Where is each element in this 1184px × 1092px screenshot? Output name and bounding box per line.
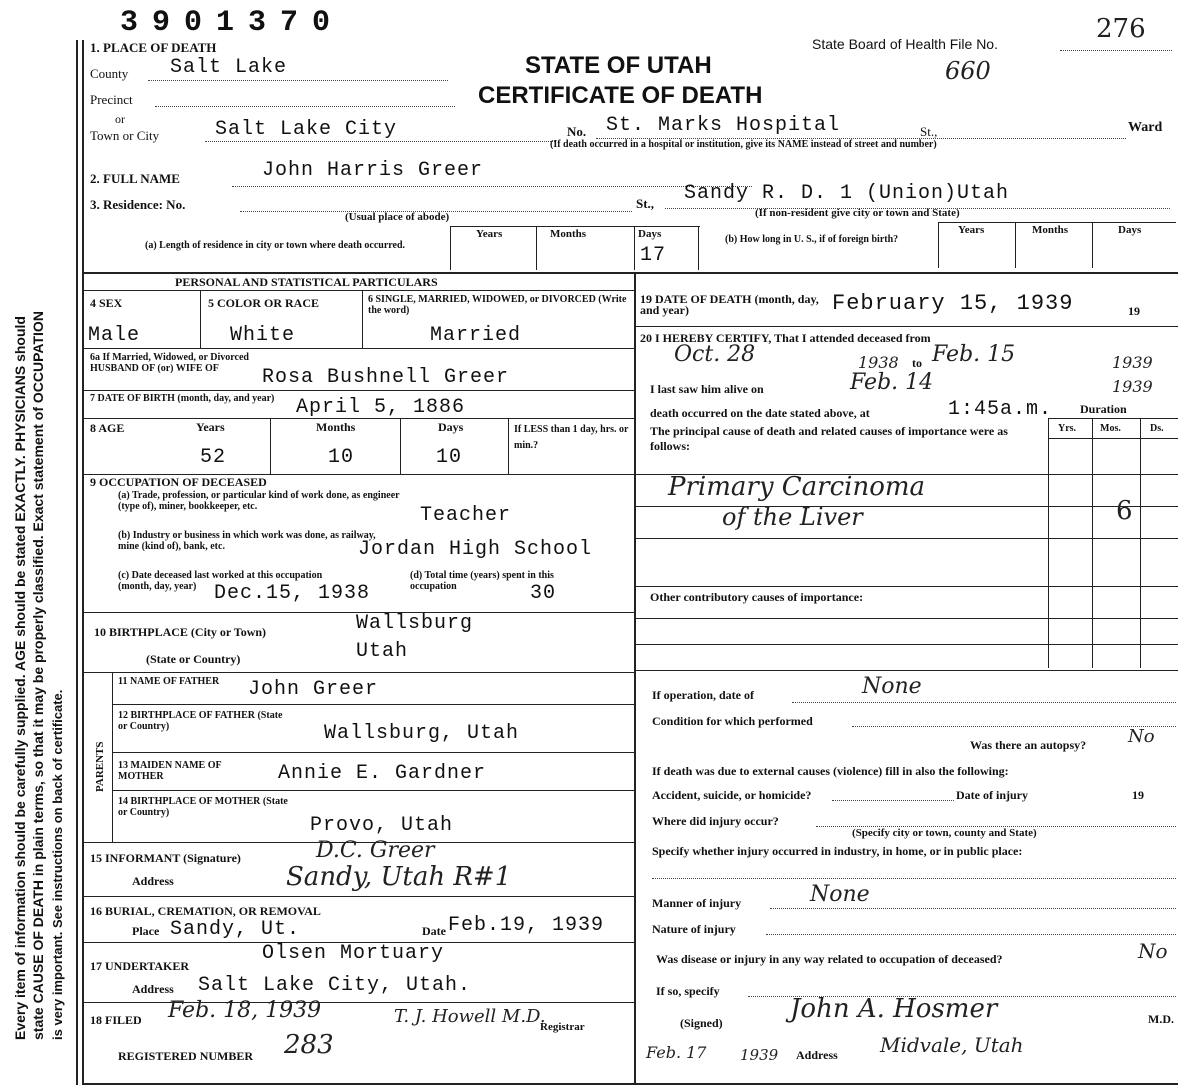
cause-row-1 — [634, 474, 1178, 475]
us-box-divider-2 — [1015, 222, 1016, 268]
attended-to-year: 1939 — [1112, 353, 1153, 372]
us-residence-label: (b) How long in U. S., if of foreign birth? — [725, 234, 899, 245]
birthplace-state-label: (State or Country) — [146, 652, 241, 666]
age-label: 8 AGE — [90, 421, 125, 435]
total-time-value: 30 — [530, 582, 557, 605]
personal-header: PERSONAL AND STATISTICAL PARTICULARS — [175, 275, 438, 289]
us-days-label: Days — [1118, 224, 1142, 236]
length-box-divider-2 — [536, 226, 537, 270]
duration-label: Duration — [1080, 402, 1127, 416]
contributory-row-1 — [634, 618, 1178, 619]
length-residence-label: (a) Length of residence in city or town where death occurred. — [145, 240, 406, 251]
physician-address-label: Address — [796, 1048, 838, 1062]
father-value: John Greer — [248, 678, 379, 701]
industry-value: Jordan High School — [358, 538, 593, 561]
duration-col-mos-left — [1092, 418, 1093, 668]
external-causes-label: If death was due to external causes (violence) fill in also the following: — [652, 764, 1009, 778]
county-value: Salt Lake — [170, 56, 288, 79]
burial-place-value: Sandy, Ut. — [170, 918, 301, 941]
us-months-label: Months — [1032, 224, 1069, 236]
length-box-top — [450, 226, 700, 227]
age-divider-2 — [400, 418, 401, 474]
contributory-row-2 — [634, 644, 1178, 645]
manner-label: Manner of injury — [652, 896, 742, 910]
spouse-row-bottom — [82, 390, 634, 391]
usual-place-note: (Usual place of abode) — [345, 211, 450, 223]
mother-label: 13 MAIDEN NAME OF MOTHER — [118, 760, 222, 782]
marital-label: 6 SINGLE, MARRIED, WIDOWED, or DIVORCED (Write the word) — [368, 294, 627, 316]
cause-duration-months: 6 — [1116, 496, 1133, 526]
birthplace-row-bottom — [82, 672, 634, 673]
occurred-label: death occurred on the date stated above, at — [650, 406, 870, 420]
specify-where-label: Specify whether injury occurred in industry, in home, or in public place: — [652, 844, 1023, 858]
informant-address-label: Address — [132, 874, 174, 888]
nature-label: Nature of injury — [652, 922, 736, 936]
handwritten-number: 660 — [945, 57, 991, 85]
autopsy-value: No — [1128, 726, 1155, 747]
dob-value: April 5, 1886 — [296, 396, 466, 419]
precinct-label: Precinct — [90, 92, 133, 107]
nonresident-note: (If non-resident give city or town and State) — [755, 207, 960, 219]
cause-row-2 — [634, 506, 1178, 507]
date-of-death-value: February 15, 1939 — [832, 291, 1074, 316]
father-birthplace-label: 12 BIRTHPLACE OF FATHER (State or Country) — [118, 710, 283, 732]
mother-row-bottom — [112, 790, 634, 791]
operation-line — [792, 702, 1176, 703]
signed-label: (Signed) — [680, 1016, 723, 1030]
burial-date-value: Feb.19, 1939 — [448, 914, 605, 937]
registered-number-value: 283 — [284, 1030, 334, 1060]
occupation-c-label: (c) Date deceased last worked at this occupation (month, day, year) — [118, 570, 323, 592]
duration-header-rule — [1048, 418, 1178, 419]
parents-box-left — [112, 672, 113, 842]
hospital-value: St. Marks Hospital — [606, 114, 841, 137]
length-box-divider-3 — [634, 226, 635, 270]
informant-signature: D.C. Greer — [316, 838, 435, 863]
duration-header-bottom — [1048, 438, 1178, 439]
occupation-label: 9 OCCUPATION OF DECEASED — [90, 475, 267, 489]
birthplace-state-value: Utah — [356, 640, 409, 663]
mos-label: Mos. — [1100, 423, 1121, 434]
county-line — [148, 80, 448, 81]
contributory-label: Other contributory causes of importance: — [650, 590, 864, 604]
age-divider-3 — [508, 418, 509, 474]
duration-col-ds-left — [1140, 418, 1141, 668]
color-label: 5 COLOR OR RACE — [208, 296, 320, 310]
informant-address-value: Sandy, Utah R#1 — [286, 862, 512, 892]
full-name-value: John Harris Greer — [262, 159, 484, 182]
date-of-death-label: 19 DATE OF DEATH (month, day, and year) — [640, 292, 819, 317]
bottom-border — [82, 1083, 1178, 1085]
dob-row-bottom — [82, 418, 634, 419]
mother-birthplace-label: 14 BIRTHPLACE OF MOTHER (State or Country) — [118, 796, 288, 818]
hospital-note: (If death occurred in a hospital or institution, give its NAME instead of street and number) — [550, 139, 937, 150]
last-saw-date: Feb. 14 — [850, 370, 934, 395]
physician-signature: John A. Hosmer — [790, 994, 998, 1024]
attended-from-year: 1938 — [858, 353, 899, 372]
residence-value: Sandy R. D. 1 (Union)Utah — [684, 182, 1010, 205]
side-note-line1: Every item of information should be carefully supplied. AGE should be stated EXACTLY. PHYSICIANS should — [12, 316, 28, 1040]
undertaker-address-value: Salt Lake City, Utah. — [198, 974, 472, 997]
specify-where-line — [652, 878, 1176, 879]
or-label: or — [115, 112, 125, 126]
side-note-line2: state CAUSE OF DEATH in plain terms, so that it may be properly classified. Exact statement of OCCUPATION — [30, 311, 46, 1040]
file-no-line — [1060, 50, 1172, 51]
length-box-divider-4 — [698, 226, 699, 270]
last-saw-label: I last saw him alive on — [650, 382, 764, 396]
main-grid-center — [634, 272, 636, 1084]
town-label: Town or City — [90, 128, 160, 143]
occupation-related-value: No — [1138, 939, 1168, 963]
cause-line-2: of the Liver — [722, 503, 863, 531]
file-no-value: 276 — [1096, 14, 1146, 44]
sex-label: 4 SEX — [90, 296, 123, 310]
burial-date-label: Date — [422, 924, 446, 938]
physician-address-value: Midvale, Utah — [880, 1033, 1024, 1057]
sex-row-bottom — [82, 348, 634, 349]
signed-year: 1939 — [740, 1046, 779, 1064]
occupation-b-label: (b) Industry or business in which work was done, as railway, mine (kind of), bank, etc. — [118, 530, 376, 552]
age-months-label: Months — [316, 420, 356, 434]
registrar-label: Registrar — [540, 1021, 585, 1033]
cert-number: 3901370 — [120, 6, 345, 40]
nature-line — [766, 934, 1176, 935]
cause-label: The principal cause of death and related causes of importance were as follows: — [650, 424, 1008, 453]
length-box-divider-1 — [450, 226, 451, 270]
father-birthplace-row-bottom — [112, 752, 634, 753]
occupation-d-label: (d) Total time (years) spent in this occupation — [410, 570, 554, 592]
manner-line — [770, 908, 1176, 909]
time-of-death: 1:45a.m. — [948, 398, 1053, 421]
md-label: M.D. — [1148, 1012, 1174, 1026]
county-label: County — [90, 66, 129, 81]
last-worked-value: Dec.15, 1938 — [214, 582, 371, 605]
filed-date: Feb. 18, 1939 — [168, 998, 322, 1023]
side-note-line3: is very important. See instructions on back of certificate. — [50, 689, 65, 1040]
accident-line — [832, 800, 954, 801]
burial-place-label: Place — [132, 924, 160, 938]
full-name-line — [232, 186, 752, 187]
town-line — [205, 141, 555, 142]
father-label: 11 NAME OF FATHER — [118, 676, 220, 687]
town-value: Salt Lake City — [215, 118, 398, 141]
attended-from: Oct. 28 — [674, 342, 756, 367]
registrar-signature: T. J. Howell M.D. — [394, 1006, 546, 1027]
no-label: No. — [567, 124, 587, 139]
father-birthplace-value: Wallsburg, Utah — [324, 722, 520, 745]
informant-label: 15 INFORMANT (Signature) — [90, 851, 241, 865]
residence-years-label: Years — [476, 228, 503, 240]
us-box-divider-1 — [938, 222, 939, 268]
certify-text: 20 I HEREBY CERTIFY, That I attended deceased from — [640, 331, 931, 345]
spouse-value: Rosa Bushnell Greer — [262, 366, 510, 389]
cause-line-1: Primary Carcinoma — [668, 472, 926, 502]
color-marital-divider — [362, 290, 363, 348]
duration-col-yrs-left — [1048, 418, 1049, 668]
age-months-value: 10 — [328, 446, 355, 469]
condition-label: Condition for which performed — [652, 714, 813, 728]
date-injury-label: Date of injury — [956, 788, 1028, 802]
father-row-bottom — [112, 704, 634, 705]
undertaker-address-label: Address — [132, 982, 174, 996]
outer-left-border — [76, 40, 78, 1085]
certificate-title: CERTIFICATE OF DEATH — [478, 82, 763, 109]
st-label: St., — [920, 124, 938, 139]
residence-months-label: Months — [550, 228, 587, 240]
color-value: White — [230, 324, 296, 347]
yrs-label: Yrs. — [1058, 423, 1077, 434]
operation-label: If operation, date of — [652, 688, 754, 702]
personal-header-rule — [82, 290, 634, 291]
sex-color-divider — [200, 290, 201, 348]
last-saw-year: 1939 — [1112, 377, 1153, 396]
cause-row-3 — [634, 538, 1178, 539]
specify-city-note: (Specify city or town, county and State) — [852, 827, 1037, 839]
spouse-label: 6a If Married, Widowed, or Divorced HUSBAND OF (or) WIFE OF — [90, 352, 249, 374]
cause-row-4 — [634, 586, 1178, 587]
operation-value: None — [862, 674, 922, 699]
age-years-value: 52 — [200, 446, 227, 469]
residence-days-value: 17 — [640, 244, 667, 267]
residence-st-label: St., — [636, 196, 655, 211]
filed-label: 18 FILED — [90, 1013, 142, 1027]
residence-label: 3. Residence: No. — [90, 197, 186, 212]
undertaker-row-bottom — [82, 1002, 634, 1003]
age-divider-1 — [270, 418, 271, 474]
us-years-label: Years — [958, 224, 985, 236]
if-so-label: If so, specify — [656, 984, 720, 998]
main-grid-top — [82, 272, 1178, 274]
occupation-a-label: (a) Trade, profession, or particular kind of work done, as engineer (type of), miner, bookkeeper, etc. — [118, 490, 400, 512]
ds-label: Ds. — [1150, 423, 1164, 434]
full-name-label: 2. FULL NAME — [90, 171, 180, 186]
occupation-related-label: Was disease or injury in any way related to occupation of deceased? — [656, 952, 1003, 966]
age-days-value: 10 — [436, 446, 463, 469]
date-of-death-year-suffix: 19 — [1128, 304, 1140, 318]
attended-to-label: to — [912, 356, 922, 370]
state-title: STATE OF UTAH — [525, 52, 712, 79]
us-box-divider-3 — [1092, 222, 1093, 268]
burial-label: 16 BURIAL, CREMATION, OR REMOVAL — [90, 904, 321, 918]
file-no-label: State Board of Health File No. — [812, 36, 998, 52]
marital-value: Married — [430, 324, 522, 347]
age-days-label: Days — [438, 420, 464, 434]
ward-label: Ward — [1128, 120, 1163, 135]
death-date-row-bottom — [634, 326, 1178, 327]
occupation-value: Teacher — [420, 504, 512, 527]
age-years-label: Years — [196, 420, 225, 434]
sex-value: Male — [88, 324, 141, 347]
accident-label: Accident, suicide, or homicide? — [652, 788, 812, 802]
birthplace-city-value: Wallsburg — [356, 612, 474, 635]
date-injury-year-label: 19 — [1132, 788, 1144, 802]
mother-birthplace-value: Provo, Utah — [310, 814, 454, 837]
parents-side-label: PARENTS — [94, 741, 106, 792]
less-than-day-label: If LESS than 1 day, hrs. or min.? — [514, 424, 629, 451]
manner-value: None — [810, 882, 870, 907]
inner-left-border — [82, 40, 84, 1085]
dob-label: 7 DATE OF BIRTH (month, day, and year) — [90, 393, 275, 404]
residence-days-label: Days — [638, 228, 662, 240]
where-label: Where did injury occur? — [652, 814, 779, 828]
birthplace-label: 10 BIRTHPLACE (City or Town) — [94, 625, 267, 639]
informant-row-bottom — [82, 896, 634, 897]
autopsy-label: Was there an autopsy? — [970, 738, 1087, 752]
signed-date: Feb. 17 — [646, 1043, 707, 1062]
precinct-line — [155, 106, 455, 107]
undertaker-value: Olsen Mortuary — [262, 942, 445, 965]
registered-number-label: REGISTERED NUMBER — [118, 1049, 254, 1063]
attended-to: Feb. 15 — [932, 342, 1016, 367]
mother-value: Annie E. Gardner — [278, 762, 487, 785]
undertaker-label: 17 UNDERTAKER — [90, 959, 190, 973]
place-of-death-label: 1. PLACE OF DEATH — [90, 40, 217, 55]
contributory-row-3 — [634, 670, 1178, 671]
us-box-top — [938, 222, 1176, 223]
